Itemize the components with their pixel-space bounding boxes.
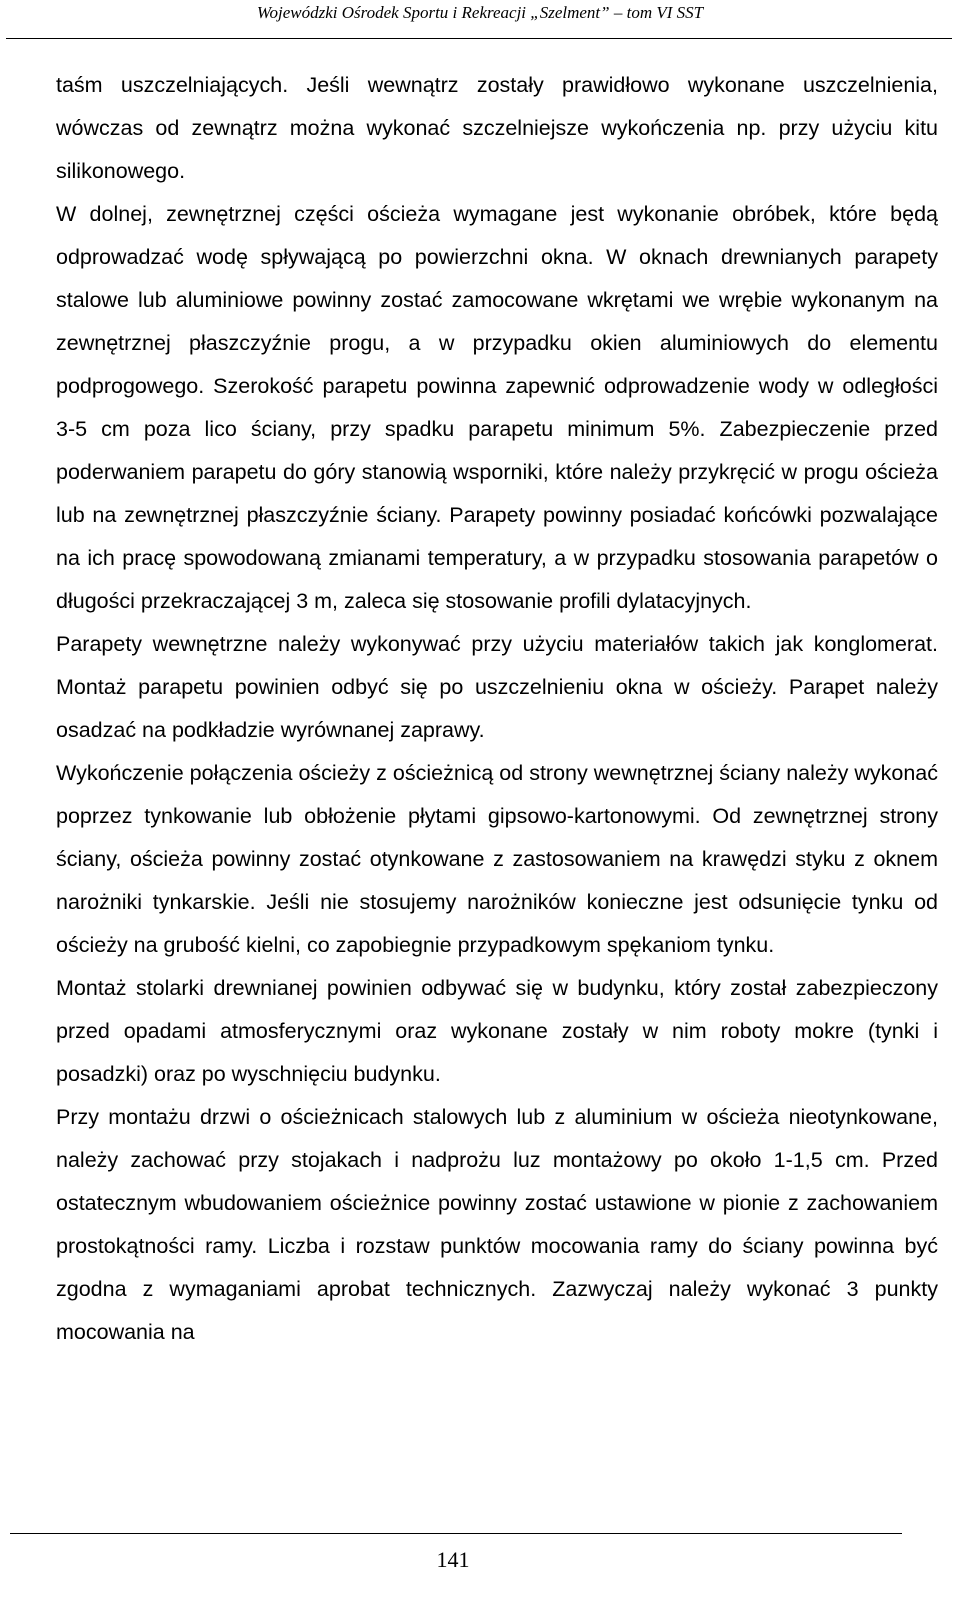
- header-divider: [6, 38, 952, 39]
- footer-divider: [10, 1533, 902, 1534]
- paragraph-inner-sills: Parapety wewnętrzne należy wykonywać przy użyciu materiałów takich jak konglomerat. Montaż parapetu powinien odbyć się po uszczelnieniu okna w ościeży. Parapet należy osadzać na podkładzie wyrównanej zaprawy.: [56, 632, 938, 742]
- paragraph-reveal-finishing: Wykończenie połączenia ościeży z ościeżnicą od strony wewnętrznej ściany należy wykonać poprzez tynkowanie lub obłożenie płytami gipsowo-kartonowymi. Od zewnętrznej strony ściany, ościeża powinny zostać otynkowane z zastosowaniem na krawędzi styku z oknem narożniki tynkarskie. Jeśli nie stosujemy narożników konieczne jest odsunięcie tynku od ościeży na grubość kielni, co zapobiegnie przypadkowym spękaniom tynku.: [56, 761, 938, 957]
- paragraph-outer-sills: W dolnej, zewnętrznej części ościeża wymagane jest wykonanie obróbek, które będą odprowadzać wodę spływającą po powierzchni okna. W oknach drewnianych parapety stalowe lub aluminiowe powinny zostać zamocowane wkrętami we wrębie wykonanym na zewnętrznej płaszczyźnie progu, a w przypadku okien aluminiowych do elementu podprogowego. Szerokość parapetu powinna zapewnić odprowadzenie wody w odległości 3-5 cm poza lico ściany, przy spadku parapetu minimum 5%. Zabezpieczenie przed poderwaniem parapetu do góry stanowią wsporniki, które należy przykręcić w progu ościeża lub na zewnętrznej płaszczyźnie ściany. Parapety powinny posiadać końcówki pozwalające na ich pracę spowodowaną zmianami temperatury, a w przypadku stosowania parapetów o długości przekraczającej 3 m, zaleca się stosowanie profili dylatacyjnych.: [56, 202, 938, 613]
- paragraph-sealing-tapes: taśm uszczelniających. Jeśli wewnątrz zostały prawidłowo wykonane uszczelnienia, wówczas od zewnątrz można wykonać szczelniejsze wykończenia np. przy użyciu kitu silikonowego.: [56, 73, 938, 183]
- page-number: 141: [436, 1547, 470, 1572]
- paragraph-wooden-joinery: Montaż stolarki drewnianej powinien odbywać się w budynku, który został zabezpieczony przed opadami atmosferycznymi oraz wykonane zostały w nim roboty mokre (tynki i posadzki) oraz po wyschnięciu budynku.: [56, 976, 938, 1086]
- paragraph-door-frames: Przy montażu drzwi o ościeżnicach stalowych lub z aluminium w ościeża nieotynkowane, należy zachować przy stojakach i nadprożu luz montażowy po około 1-1,5 cm. Przed ostatecznym wbudowaniem ościeżnice powinny zostać ustawione w pionie z zachowaniem prostokątności ramy. Liczba i rozstaw punktów mocowania ramy do ściany powinna być zgodna z wymaganiami aprobat technicznych. Zazwyczaj należy wykonać 3 punkty mocowania na: [56, 1105, 938, 1344]
- document-body: [56, 64, 938, 1354]
- running-header: Wojewódzki Ośrodek Sportu i Rekreacji „Szelment” – tom VI SST: [256, 3, 704, 22]
